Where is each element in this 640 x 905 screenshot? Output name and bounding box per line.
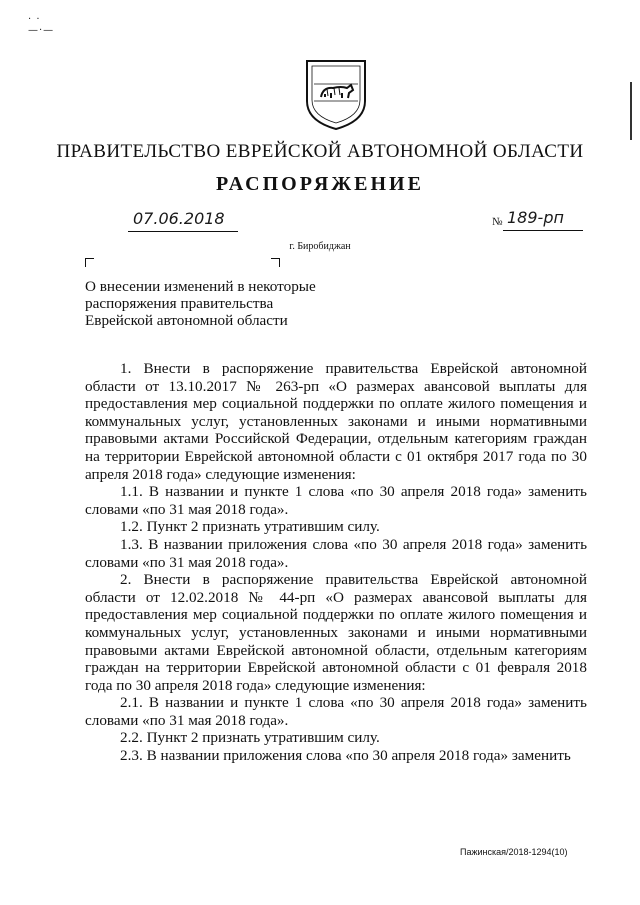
paragraph-2-3: 2.3. В названии приложения слова «по 30 апреля 2018 года» заменить <box>120 747 571 765</box>
government-name: ПРАВИТЕЛЬСТВО ЕВРЕЙСКОЙ АВТОНОМНОЙ ОБЛАСТИ <box>56 141 584 162</box>
number-underline <box>503 230 583 231</box>
scan-edge-line <box>630 82 632 140</box>
paragraph-2-1: 2.1. В названии и пункте 1 слова «по 30 апреля 2018 года» заменить словами «по 31 мая 2018 года». <box>85 694 587 729</box>
footer-reference: Пажинская/2018-1294(10) <box>460 847 568 857</box>
subject-line: распоряжения правительства <box>85 295 274 312</box>
subject-bracket-right <box>271 258 280 267</box>
date-underline <box>128 231 238 232</box>
document-date: 07.06.2018 <box>133 209 225 228</box>
paragraph-1-2: 1.2. Пункт 2 признать утратившим силу. <box>120 518 380 536</box>
paragraph-1: 1. Внести в распоряжение правительства Еврейской автономной области от 13.10.2017 № 263-рп «О размерах авансовой выплаты для предоставления мер социальной поддержки по оплате жилого помещения и коммунальных услуг, установленных законами и иными нормативными правовыми актами Российской Федерации, отдельным категориям граждан на территории Еврейской автономной области с 01 октября 2017 года по 30 апреля 2018 года» следующие изменения: <box>85 360 587 483</box>
paragraph-2-2: 2.2. Пункт 2 признать утратившим силу. <box>120 729 380 747</box>
document-title: РАСПОРЯЖЕНИЕ <box>216 173 424 195</box>
document-body <box>85 360 587 765</box>
coat-of-arms-icon <box>301 57 371 131</box>
paragraph-1-1: 1.1. В названии и пункте 1 слова «по 30 апреля 2018 года» заменить словами «по 31 мая 2018 года». <box>85 483 587 518</box>
subject-line: Еврейской автономной области <box>85 312 288 329</box>
subject-line: О внесении изменений в некоторые <box>85 278 316 295</box>
scan-mark: · · —·— <box>28 14 55 36</box>
number-label: № <box>492 216 503 228</box>
document-number: 189-рп <box>507 208 564 227</box>
city-name: г. Биробиджан <box>289 241 351 252</box>
subject-block <box>85 278 316 329</box>
paragraph-1-3: 1.3. В названии приложения слова «по 30 апреля 2018 года» заменить словами «по 31 мая 2018 года». <box>85 535 587 571</box>
paragraph-2: 2. Внести в распоряжение правительства Еврейской автономной области от 12.02.2018 № 44-рп «О размерах авансовой выплаты для предоставления мер социальной поддержки по оплате жилого помещения и коммунальных услуг, установленных законами и иными нормативными правовыми актами Еврейской автономной области, отдельным категориям граждан на территории Еврейской автономной области с 01 февраля 2018 года по 30 апреля 2018 года» следующие изменения: <box>85 571 587 694</box>
subject-bracket-left <box>85 258 94 267</box>
